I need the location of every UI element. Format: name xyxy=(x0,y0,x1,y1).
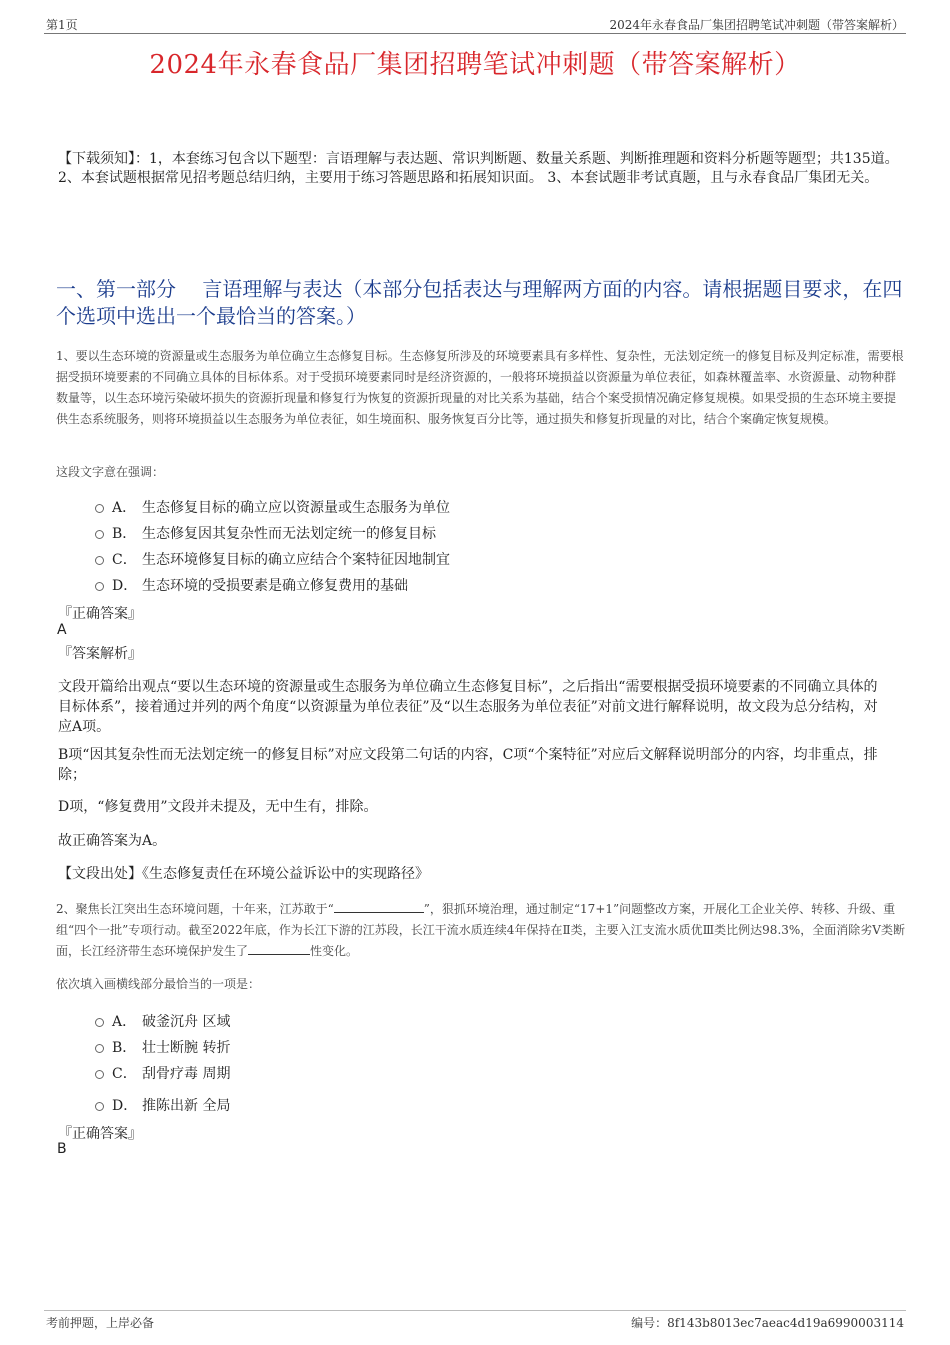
analysis-paragraph: B项“因其复杂性而无法划定统一的修复目标”对应文段第二句话的内容，C项“个案特征”对应后文解释说明部分的内容，均非重点，排除； xyxy=(58,747,878,783)
option-letter: D． xyxy=(112,1098,138,1114)
question-1-passage: 1、要以生态环境的资源量或生态服务为单位确立生态修复目标。生态修复所涉及的环境要素具有多样性、复杂性，无法划定统一的修复目标及判定标准，需要根据受损环境要素的不同确立具体的目标体系。对于受损环境要素同时是经济资源的，一般将环境损益以资源量为单位表征，如森林覆盖率、水资源量、动物种群数量等，以生态环境污染破坏损失的资源折现量和修复行为恢复的资源折现量的对比关系为基础，结合个案受损情况确定修复规模。如果受损的生态环境主要提供生态系统服务，则将环境损益以生态服务为单位表征，如生境面积、服务恢复百分比等，通过损失和修复折现量的对比，结合个案确定恢复规模。 xyxy=(56,349,904,426)
fill-blank-1[interactable] xyxy=(334,900,424,913)
radio-icon[interactable] xyxy=(95,1018,104,1027)
option-text: 壮士断腕 转折 xyxy=(142,1040,231,1056)
radio-icon[interactable] xyxy=(95,1102,104,1111)
question-1-option-a[interactable] xyxy=(95,497,450,517)
question-2-passage xyxy=(56,899,906,962)
radio-icon[interactable] xyxy=(95,1044,104,1053)
question-1-answer: A xyxy=(57,622,67,638)
section-heading: 一、第一部分 言语理解与表达（本部分包括表达与理解两方面的内容。请根据题目要求，在四个选项中选出一个最恰当的答案。） xyxy=(56,277,903,328)
passage-text: 2、聚焦长江突出生态环境问题，十年来，江苏敢于“ xyxy=(56,902,334,916)
option-letter: C． xyxy=(112,1066,137,1082)
footer-slogan: 考前押题，上岸必备 xyxy=(46,1316,155,1330)
page-number: 第1页 xyxy=(46,18,78,32)
radio-icon[interactable] xyxy=(95,556,104,565)
passage-text: 性变化。 xyxy=(310,944,359,958)
radio-icon[interactable] xyxy=(95,530,104,539)
question-1-answer-label: 『正确答案』 xyxy=(58,606,142,622)
question-1-option-d[interactable] xyxy=(95,575,408,595)
analysis-paragraph: D项，“修复费用”文段并未提及，无中生有，排除。 xyxy=(58,799,378,815)
question-2-option-b[interactable] xyxy=(95,1037,230,1057)
fill-blank-2[interactable] xyxy=(248,942,310,955)
option-letter: B． xyxy=(112,526,137,542)
question-2-answer: B xyxy=(57,1141,67,1157)
radio-icon[interactable] xyxy=(95,582,104,591)
analysis-paragraph: 文段开篇给出观点“要以生态环境的资源量或生态服务为单位确立生态修复目标”，之后指出“需要根据受损环境要素的不同确立具体的目标体系”，接着通过并列的两个角度“以资源量为单位表征”及“以生态服务为单位表征”对前文进行解释说明，故文段为总分结构，对应A项。 xyxy=(58,679,878,735)
analysis-paragraph: 故正确答案为A。 xyxy=(58,833,167,849)
option-text: 生态修复目标的确立应以资源量或生态服务为单位 xyxy=(142,500,450,516)
option-text: 刮骨疗毒 周期 xyxy=(142,1066,231,1082)
option-letter: C． xyxy=(112,552,137,568)
header-divider xyxy=(44,33,906,34)
radio-icon[interactable] xyxy=(95,504,104,513)
source-citation: 【文段出处】《生态修复责任在环境公益诉讼中的实现路径》 xyxy=(58,866,429,882)
question-1-option-c[interactable] xyxy=(95,549,450,569)
radio-icon[interactable] xyxy=(95,1070,104,1079)
passage-text: ”，狠抓环境治理，通过制定“17+1”问题整改方案，开展化工企业关停、转移、升级、重组“四个一批”专项行动。截至2022年底，作为长江下游的江苏段，长江干流水质连续4年保持在Ⅱ类，主要入江支流水质优Ⅲ类比例达98.3%，全面消除劣Ⅴ类断面，长江经济带生态环境保护发生了 xyxy=(56,902,905,958)
option-text: 推陈出新 全局 xyxy=(142,1098,231,1114)
download-notice: 【下载须知】：1，本套练习包含以下题型：言语理解与表达题、常识判断题、数量关系题、判断推理题和资料分析题等题型；共135道。 2、本套试题根据常见招考题总结归纳，主要用于练习答题思路和拓展知识面。 3、本套试题非考试真题，且与永春食品厂集团无关。 xyxy=(58,151,899,186)
question-2-answer-label: 『正确答案』 xyxy=(58,1126,142,1142)
option-letter: B． xyxy=(112,1040,137,1056)
question-2-option-a[interactable] xyxy=(95,1011,230,1031)
option-text: 破釜沉舟 区域 xyxy=(142,1014,231,1030)
question-2-option-d[interactable] xyxy=(95,1095,230,1115)
page-title: 2024年永春食品厂集团招聘笔试冲刺题（带答案解析） xyxy=(149,50,801,80)
question-1-stem: 这段文字意在强调： xyxy=(56,465,165,479)
running-title: 2024年永春食品厂集团招聘笔试冲刺题（带答案解析） xyxy=(609,18,904,32)
option-letter: D． xyxy=(112,578,138,594)
option-text: 生态环境修复目标的确立应结合个案特征因地制宜 xyxy=(142,552,450,568)
option-text: 生态环境的受损要素是确立修复费用的基础 xyxy=(142,578,408,594)
option-letter: A． xyxy=(112,1014,137,1030)
option-letter: A． xyxy=(112,500,137,516)
question-2-stem: 依次填入画横线部分最恰当的一项是： xyxy=(56,977,261,991)
question-2-option-c[interactable] xyxy=(95,1063,230,1083)
option-text: 生态修复因其复杂性而无法划定统一的修复目标 xyxy=(142,526,436,542)
question-1-analysis-label: 『答案解析』 xyxy=(58,646,142,662)
document-id: 编号：8f143b8013ec7aeac4d19a6990003114 xyxy=(631,1316,904,1330)
question-1-option-b[interactable] xyxy=(95,523,436,543)
footer-divider xyxy=(44,1310,906,1311)
